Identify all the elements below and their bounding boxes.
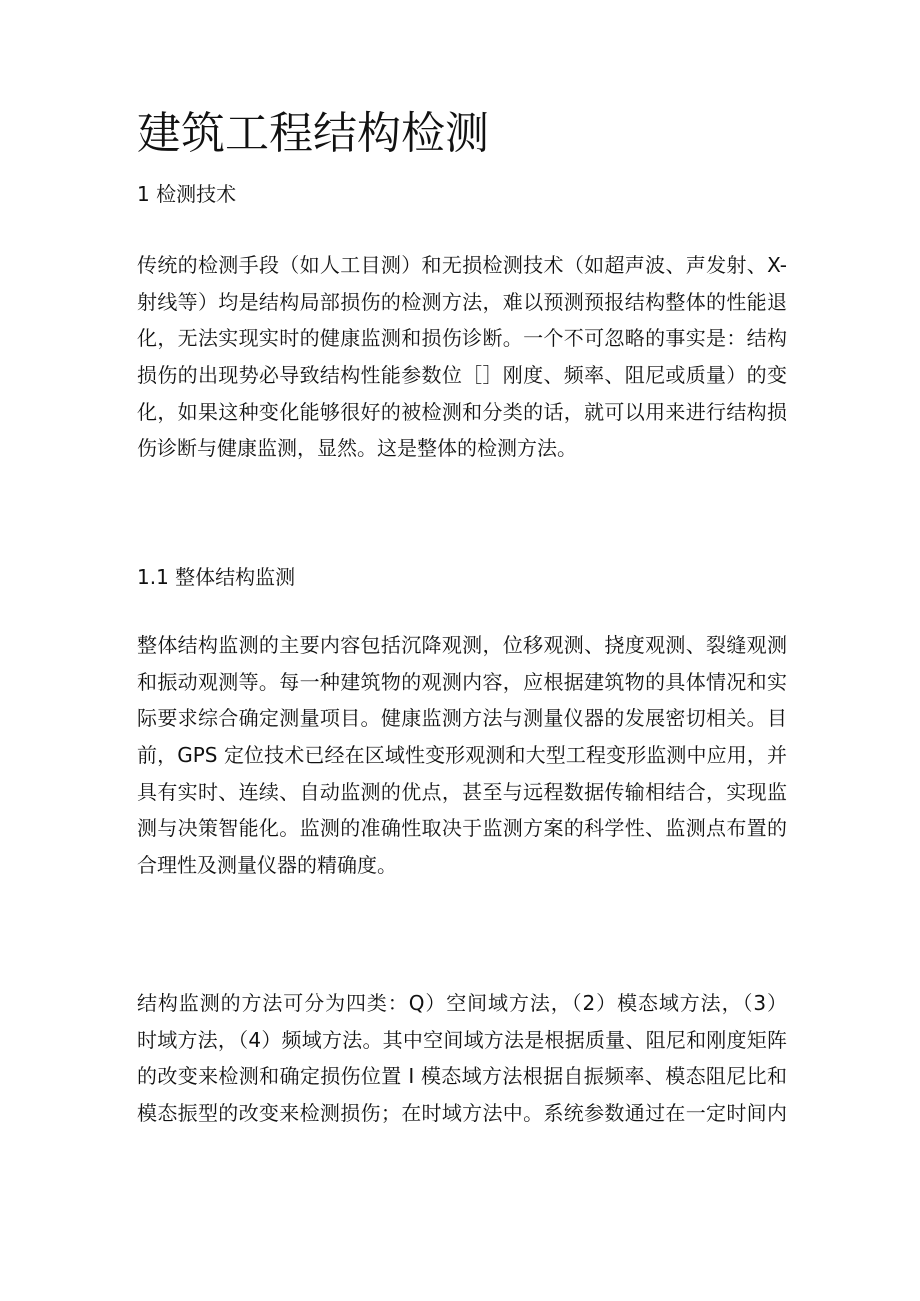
paragraph-line: 结构监测的方法可分为四类：Q）空间域方法，（2）模态域方法，（3） [137,991,787,1015]
document-title: 建筑工程结构检测 [137,108,489,159]
paragraph-line: 测与决策智能化。监测的准确性取决于监测方案的科学性、监测点布置的 [137,816,787,841]
paragraph-line: 和振动观测等。每一种建筑物的观测内容，应根据建筑物的具体情况和实 [137,669,787,694]
paragraph-monitoring-content [137,627,787,884]
paragraph-line: 的改变来检测和确定损伤位置 I 模态域方法根据自振频率、模态阻尼比和 [137,1064,787,1089]
paragraph-detection-technology [137,247,787,467]
paragraph-line: 模态振型的改变来检测损伤；在时域方法中。系统参数通过在一定时间内 [137,1101,787,1126]
paragraph-line: 前，GPS 定位技术已经在区域性变形观测和大型工程变形监测中应用，并 [137,743,787,768]
section-heading-detection-technology: 1 检测技术 [137,182,237,206]
paragraph-line: 时域方法，（4）频域方法。其中空间域方法是根据质量、阻尼和刚度矩阵 [137,1027,787,1052]
paragraph-line: 传统的检测手段（如人工目测）和无损检测技术（如超声波、声发射、X- [137,253,787,277]
paragraph-line: 化，无法实现实时的健康监测和损伤诊断。一个不可忽略的事实是：结构 [137,326,787,351]
paragraph-monitoring-methods [137,985,787,1132]
paragraph-line: 伤诊断与健康监测，显然。这是整体的检测方法。 [137,436,577,461]
paragraph-line: 损伤的出现势必导致结构性能参数位［］刚度、频率、阻尼或质量）的变 [137,363,787,388]
paragraph-line: 合理性及测量仪器的精确度。 [137,853,397,878]
paragraph-line: 具有实时、连续、自动监测的优点，甚至与远程数据传输相结合，实现监 [137,779,787,804]
paragraph-line: 整体结构监测的主要内容包括沉降观测，位移观测、挠度观测、裂缝观测 [137,633,787,657]
paragraph-line: 际要求综合确定测量项目。健康监测方法与测量仪器的发展密切相关。目 [137,706,787,731]
paragraph-line: 化，如果这种变化能够很好的被检测和分类的话，就可以用来进行结构损 [137,399,787,424]
paragraph-line: 射线等）均是结构局部损伤的检测方法，难以预测预报结构整体的性能退 [137,289,787,314]
section-heading-overall-structure-monitoring: 1.1 整体结构监测 [137,565,296,589]
